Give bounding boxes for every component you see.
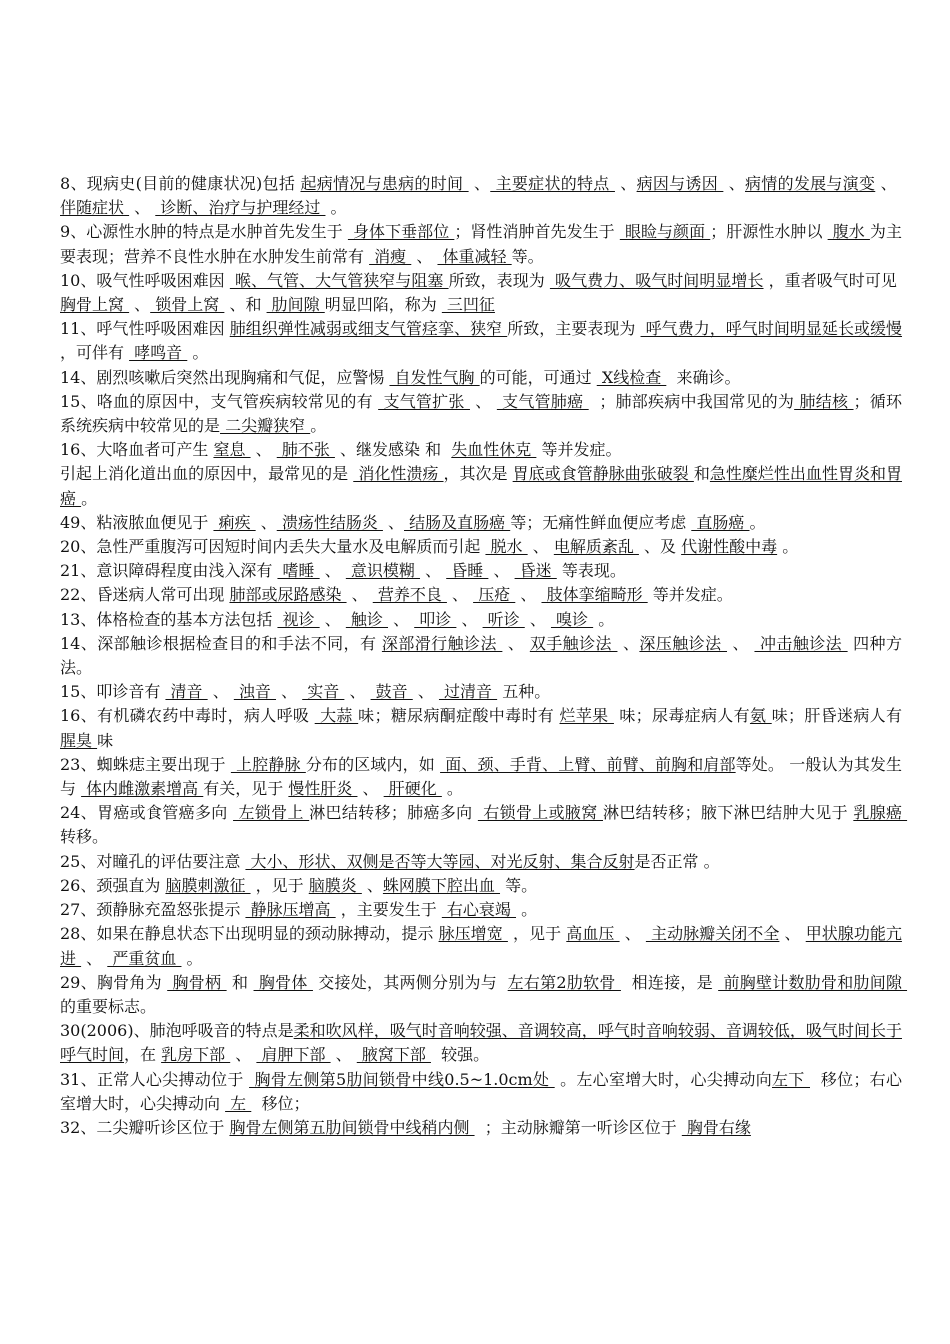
question-item [60, 680, 902, 704]
question-text: ，可伴有 [60, 319, 908, 363]
question-text: 。 [593, 609, 615, 629]
question-text: 五种。 [497, 682, 551, 702]
answer-text: 嗜睡 [277, 561, 320, 581]
answer-text: 脑膜炎 [308, 875, 362, 895]
question-text: 。 [181, 948, 203, 968]
question-text: 31、正常人心尖搏动位于 [60, 1069, 250, 1089]
question-text: 10、吸气性呼吸困难因 [60, 270, 230, 290]
answer-text: 浊音 [233, 682, 277, 702]
question-text: 淋巴结转移；肺癌多向 [309, 803, 478, 823]
answer-text: 肋间隙 [266, 295, 325, 315]
answer-text: 烂苹果 [559, 706, 614, 726]
question-text: 味；尿毒症病人有 [613, 706, 750, 726]
answer-text: 急性糜烂性出血性胃炎和胃癌 [60, 464, 902, 508]
question-text: 、 [619, 924, 646, 944]
question-text: 23、蜘蛛痣主要出现于 [60, 754, 231, 774]
question-text: 所致，表现为 [448, 270, 550, 290]
question-text: 、 [727, 633, 755, 653]
answer-text: 深部滑行触诊法 [381, 633, 503, 653]
question-text: 29、胸骨角为 [60, 972, 168, 992]
answer-text: 窒息 [213, 440, 251, 460]
answer-text: 三凹征 [441, 295, 495, 315]
question-text: 16、大咯血者可产生 [60, 440, 214, 460]
answer-text: 肺部或尿路感染 [229, 585, 347, 605]
answer-text: 肺结核 [794, 391, 854, 411]
answer-text: 昏迷 [514, 561, 557, 581]
question-text: 11、呼气性呼吸困难因 [60, 319, 230, 339]
answer-text: 脱水 [485, 537, 528, 557]
question-text: ，重者吸气时可见 [763, 270, 902, 290]
question-text: 、 [412, 682, 439, 702]
question-item [60, 801, 913, 849]
question-item [60, 462, 902, 510]
question-text: 、 [330, 1045, 357, 1065]
question-text: 、和 [224, 295, 267, 315]
question-item [60, 220, 902, 268]
question-text: 32、二尖瓣听诊区位于 [60, 1117, 230, 1137]
answer-text: 胸骨右缘 [681, 1117, 751, 1137]
answer-text: 腹水 [827, 222, 870, 242]
question-item [60, 608, 902, 632]
question-text: 、 [502, 633, 530, 653]
answer-text: 慢性肝炎 [288, 779, 358, 799]
question-text: ；循环系统疾病中较常见的是 [60, 391, 902, 436]
answer-text: 过清音 [438, 682, 498, 702]
question-text: 。 [749, 512, 766, 532]
answer-text: 左下 [772, 1069, 810, 1089]
question-text: 移位； [251, 1093, 310, 1113]
question-text: 相连接，是 [620, 972, 719, 992]
question-text: 分布的区域内，如 [305, 754, 441, 774]
question-item [60, 971, 913, 1019]
question-text: 8、现病史(目前的健康状况)包括 [60, 174, 301, 193]
question-text: 、 [255, 512, 277, 532]
question-text: 、 [388, 609, 415, 629]
answer-text: 代谢性酸中毒 [681, 537, 778, 557]
answer-text: 右心衰竭 [441, 900, 517, 920]
answer-text: 病情的发展与演变 [745, 174, 876, 193]
answer-text: 触诊 [345, 609, 389, 629]
question-item [60, 317, 908, 365]
question-text: 。 [310, 416, 327, 436]
question-text: ，在 [124, 1045, 162, 1065]
question-text: 、继发感染 和 [334, 440, 452, 460]
question-text: 、 [723, 174, 746, 193]
answer-text: 深压触诊法 [639, 633, 728, 653]
question-text: 、 [617, 633, 640, 653]
question-text: 、 [250, 440, 277, 460]
question-text: 等。 [511, 246, 544, 266]
question-text: 。 [516, 900, 538, 920]
answer-text: 意识模糊 [345, 561, 421, 581]
answer-text: 高血压 [566, 924, 620, 944]
question-text: 、 [357, 779, 384, 799]
answer-text: 面、颈、手背、上臂、前臂、前胸和肩部 [440, 754, 736, 774]
question-text: 移位；右心室增大时，心尖搏动向 [60, 1069, 902, 1113]
question-item [60, 583, 902, 607]
answer-text: 静脉压增高 [245, 900, 336, 920]
answer-text: 痢疾 [213, 512, 256, 532]
answer-text: 自发性气胸 [389, 367, 480, 387]
answer-text: 实音 [302, 682, 345, 702]
question-text: 、 [875, 174, 902, 193]
question-text: 14、剧烈咳嗽后突然出现胸痛和气促，应警惕 [60, 367, 390, 387]
answer-text: 肩胛下部 [256, 1045, 331, 1065]
question-item [60, 922, 902, 970]
answer-text: 肺组织弹性减弱或细支气管痉挛、狭窄 [229, 319, 508, 339]
question-text: 、 [524, 609, 551, 629]
question-item [60, 874, 902, 898]
answer-text: 主动脉瓣关闭不全 [645, 924, 780, 944]
answer-text: 胸骨柄 [167, 972, 227, 992]
question-item [60, 559, 902, 583]
answer-text: 支气管扩张 [378, 391, 470, 411]
question-text: 淋巴结转移；腋下淋巴结肿大见于 [603, 803, 854, 823]
question-text: 25、对瞳孔的评估要注意 [60, 851, 246, 871]
answer-text: 主要症状的特点 [490, 174, 615, 193]
question-text: 、 [527, 537, 554, 557]
answer-text: 胸骨左侧第五肋间锁骨中线稍内侧 [229, 1117, 475, 1137]
answer-text: 腥臭 [60, 730, 98, 750]
question-item [60, 390, 902, 438]
answer-text: 视诊 [277, 609, 320, 629]
question-text: 、 [276, 682, 303, 702]
question-text: 30(2006)、肺泡呼吸音的特点是 [60, 1021, 294, 1041]
question-text: ，其次是 [443, 464, 513, 484]
question-text: 、 [515, 585, 542, 605]
question-item [60, 704, 908, 752]
answer-text: 嗅诊 [550, 609, 594, 629]
question-text: 9、心源性水肿的特点是水肿首先发生于 [60, 222, 348, 242]
question-text: 。 [325, 198, 347, 218]
answer-text: 甲状腺功能亢进 [60, 924, 902, 968]
question-text: 、 [319, 609, 346, 629]
question-text: 为主要表现；营养不良性水肿在水肿发生前常有 [60, 222, 902, 266]
question-text: 15、咯血的原因中，支气管疾病较常见的有 [60, 391, 379, 411]
question-text: 22、昏迷病人常可出现 [60, 585, 230, 605]
answer-text: 胸骨左侧第5肋间锁骨中线0.5~1.0cm处 [249, 1069, 555, 1089]
question-text: 和 [693, 464, 710, 484]
answer-text: 压疮 [473, 585, 516, 605]
answer-text: 脑膜刺激征 [165, 875, 251, 895]
question-text: 24、胃癌或食管癌多向 [60, 803, 234, 823]
answer-text: 体重减轻 [437, 246, 512, 266]
answer-text: 冲击触诊法 [754, 633, 848, 653]
answer-text: 呼气费力，呼气时间明显延长或缓慢 [640, 319, 903, 339]
question-item [60, 366, 902, 390]
question-text: 转移。 [60, 803, 913, 847]
question-text: 28、如果在静息状态下出现明显的颈动脉搏动，提示 [60, 924, 439, 944]
question-text: 味 [97, 730, 114, 750]
answer-text: 电解质紊乱 [553, 537, 639, 557]
question-text: ；肝源性水肿以 [710, 222, 828, 242]
question-text: 、 [344, 682, 371, 702]
question-text: 明显凹陷，称为 [324, 295, 442, 315]
answer-text: 胸骨体 [253, 972, 313, 992]
question-item [60, 172, 902, 220]
question-item [60, 1019, 902, 1067]
answer-text: 肢体挛缩畸形 [541, 585, 648, 605]
question-text: 、 [779, 924, 806, 944]
question-text: 27、颈静脉充盈怒张提示 [60, 900, 246, 920]
answer-text: 鼓音 [370, 682, 413, 702]
question-text: 、 [319, 561, 346, 581]
question-text: 味；糖尿病酮症酸中毒时有 [358, 706, 560, 726]
question-text: 味；肝昏迷病人有 [771, 706, 908, 726]
question-text: 。 [81, 488, 98, 508]
question-text: ；主动脉瓣第一听诊区位于 [474, 1117, 682, 1137]
question-text: 、 [488, 561, 515, 581]
answer-text: 病因与诱因 [636, 174, 724, 193]
question-text: 13、体格检查的基本方法包括 [60, 609, 278, 629]
answer-text: 胃底或食管静脉曲张破裂 [512, 464, 694, 484]
answer-text: 大小、形状、双侧是否等大等园、对光反射、集合反射 [245, 851, 635, 871]
question-item [60, 269, 902, 317]
answer-text: 脉压增宽 [438, 924, 508, 944]
question-text: 来确诊。 [666, 367, 741, 387]
question-text: 等；无痛性鲜血便应考虑 [510, 512, 692, 532]
question-text: 、 [346, 585, 373, 605]
answer-text: 乳腺癌 [853, 803, 908, 823]
answer-text: 肝硬化 [383, 779, 442, 799]
question-text: 交接处，其两侧分别为与 [312, 972, 508, 992]
answer-text: 叩诊 [414, 609, 457, 629]
answer-text: 左 [225, 1093, 252, 1113]
question-item [60, 898, 902, 922]
question-text: ；肺部疾病中我国常见的为 [588, 391, 795, 411]
answer-text: 支气管肺癌 [496, 391, 589, 411]
document-body [60, 172, 913, 1140]
question-text: 49、粘液脓血便见于 [60, 512, 214, 532]
answer-text: 腋窝下部 [356, 1045, 431, 1065]
question-text: 是否正常 。 [634, 851, 720, 871]
question-text: 、 [614, 174, 637, 193]
question-text: 、 [129, 295, 151, 315]
answer-text: 严重贫血 [107, 948, 182, 968]
question-text: ，见于 [507, 924, 567, 944]
question-item [60, 438, 902, 462]
question-text: 有关，见于 [203, 779, 289, 799]
question-item [60, 850, 902, 874]
question-text: 等表现。 [556, 561, 626, 581]
question-text: 的可能，可通过 [479, 367, 597, 387]
answer-text: 锁骨上窝 [150, 295, 225, 315]
answer-text: 上腔静脉 [230, 754, 306, 774]
answer-text: 喉、气管、大气管狭窄与阻塞 [229, 270, 449, 290]
question-text: 16、有机磷农药中毒时，病人呼吸 [60, 706, 315, 726]
answer-text: 大蒜 [314, 706, 359, 726]
question-text: 等。 [500, 875, 538, 895]
answer-text: 乳房下部 [161, 1045, 231, 1065]
question-text: 15、叩诊音有 [60, 682, 166, 702]
question-text: ，主要发生于 [335, 900, 442, 920]
answer-text: 双手触诊法 [529, 633, 618, 653]
question-text: 、及 [638, 537, 682, 557]
question-text: ；肾性消肿首先发生于 [454, 222, 620, 242]
answer-text: 清音 [165, 682, 208, 702]
question-text: 、 [129, 198, 156, 218]
answer-text: 吸气费力、吸气时间明显增长 [549, 270, 764, 290]
answer-text: 柔和吹风样，吸气时音响较强、音调较高，呼气时音响较弱、音调较低，吸气时间长于呼气时间 [60, 1021, 902, 1065]
question-text: 、 [81, 948, 108, 968]
question-text: 。 [777, 537, 799, 557]
answer-text: 哮鸣音 [129, 343, 188, 363]
answer-text: 眼睑与颜面 [619, 222, 711, 242]
question-text: 。 [441, 779, 463, 799]
answer-text: 右锁骨上或腋窝 [477, 803, 603, 823]
question-text: 20、急性严重腹泻可因短时间内丢失大量水及电解质而引起 [60, 537, 486, 557]
question-text: 、 [469, 391, 497, 411]
answer-text: 肺不张 [276, 440, 335, 460]
question-text: 等处。 一般认为其发生与 [60, 754, 902, 799]
question-text: 所致，主要表现为 [507, 319, 641, 339]
answer-text: 身体下垂部位 [347, 222, 455, 242]
question-text: 等并发症。 [647, 585, 733, 605]
question-text: 、 [207, 682, 234, 702]
answer-text: 听诊 [482, 609, 525, 629]
question-text: 、 [361, 875, 383, 895]
answer-text: 结肠及直肠癌 [404, 512, 511, 532]
question-item [60, 1068, 902, 1116]
question-text: 、 [382, 512, 405, 532]
question-text: 等并发症。 [536, 440, 622, 460]
answer-text: 体内雌激素增高 [81, 779, 204, 799]
question-item [60, 1116, 902, 1140]
question-text: 、 [411, 246, 438, 266]
question-text: 21、意识障碍程度由浅入深有 [60, 561, 278, 581]
answer-text: 溃疡性结肠炎 [276, 512, 383, 532]
answer-text: 消瘦 [369, 246, 412, 266]
question-text: 26、颈强直为 [60, 875, 166, 895]
question-item [60, 753, 902, 801]
question-text: 。左心室增大时，心尖搏动向 [554, 1069, 772, 1089]
answer-text: 左锁骨上 [233, 803, 310, 823]
question-item [60, 511, 902, 535]
answer-text: 伴随症状 [60, 198, 130, 218]
question-text: 的重要标志。 [60, 972, 913, 1016]
question-text: 、 [468, 174, 491, 193]
question-text: 较强。 [430, 1045, 490, 1065]
answer-text: 胸骨上窝 [60, 295, 130, 315]
answer-text: 消化性溃疡 [353, 464, 444, 484]
answer-text: 左右第2肋软骨 [507, 972, 621, 992]
answer-text: 蛛网膜下腔出血 [382, 875, 501, 895]
answer-text: 二尖瓣狭窄 [220, 416, 311, 436]
answer-text: 起病情况与患病的时间 [300, 174, 469, 193]
question-text: 四种方法。 [60, 633, 902, 678]
question-text: 、 [456, 609, 483, 629]
question-text: 。 [187, 343, 209, 363]
answer-text: 昏睡 [446, 561, 489, 581]
question-item [60, 535, 902, 559]
question-text: 、 [420, 561, 447, 581]
question-item [60, 632, 902, 680]
answer-text: 营养不良 [372, 585, 447, 605]
question-text: 、 [446, 585, 474, 605]
question-text: 14、深部触诊根据检查目的和手法不同，有 [60, 633, 382, 653]
answer-text: 直肠癌 [691, 512, 750, 532]
answer-text: 失血性休克 [451, 440, 537, 460]
answer-text: 氨 [749, 706, 772, 726]
question-text: ，见于 [250, 875, 309, 895]
answer-text: X线检查 [596, 367, 667, 387]
answer-text: 诊断、治疗与护理经过 [155, 198, 326, 218]
question-text: 、 [230, 1045, 257, 1065]
answer-text: 前胸壁计数肋骨和肋间隙 [718, 972, 908, 992]
question-text: 和 [226, 972, 254, 992]
question-text: 引起上消化道出血的原因中，最常见的是 [60, 464, 354, 484]
